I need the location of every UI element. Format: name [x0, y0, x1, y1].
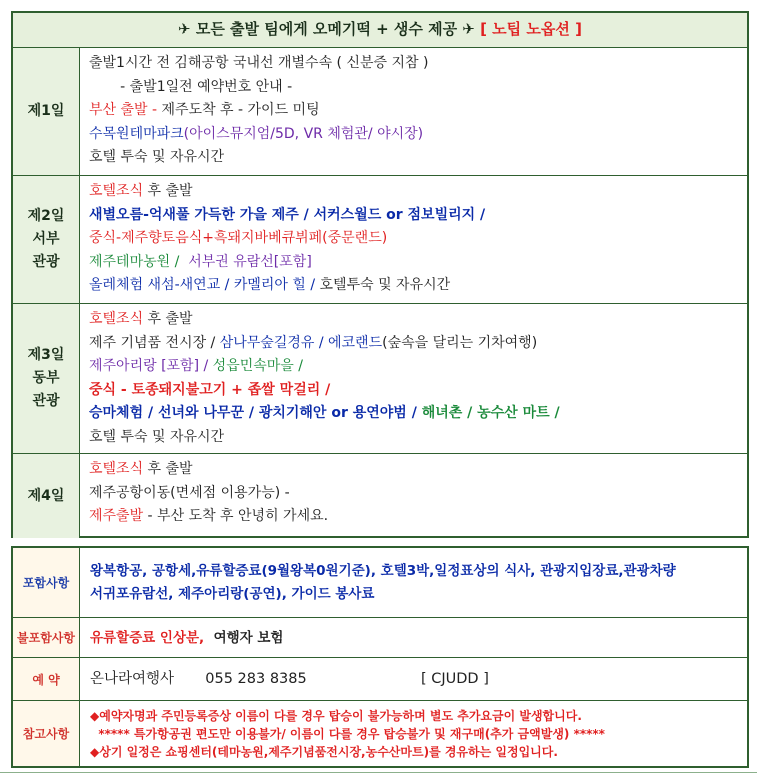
itinerary-line — [89, 402, 741, 426]
note-line-2: ***** 특가항공권 편도만 이용불가/ 이름이 다를 경우 탑승불가 및 재구매(추가 금액발생) ***** — [90, 727, 605, 741]
itinerary-text: 중식-제주향토음식+흑돼지바베큐뷔페(중문랜드) — [89, 230, 388, 246]
itinerary-line — [89, 505, 741, 529]
itinerary-text: 제주 기념품 전시장 / — [89, 334, 220, 351]
itinerary-line — [89, 52, 741, 76]
excluded-part-1: 유류할증료 — [90, 630, 160, 646]
itinerary-text: 부산 출발 - — [89, 102, 162, 118]
header-prefix: ✈ 모든 출발 팀에게 오메기떡 + 생수 제공 ✈ — [178, 20, 481, 38]
included-label: 포함사항 — [13, 548, 80, 617]
itinerary-text: 호텔조식 — [89, 311, 144, 327]
itinerary-text: 해녀촌 / 농수산 마트 / — [421, 405, 560, 421]
note-line-3: ◆상기 일정은 쇼핑센터(테마농원,제주기념품전시장,농수산마트)를 경유하는 일정입니다. — [90, 745, 558, 759]
notes-row — [13, 700, 747, 766]
itinerary-line — [89, 76, 741, 100]
itinerary-text: 호텔 투숙 및 자유시간 — [89, 149, 225, 165]
itinerary-line — [89, 426, 741, 450]
day-label-line: 서부 — [32, 231, 60, 247]
day-label-1 — [13, 48, 80, 175]
note-line-1: ◆예약자명과 주민등록증상 이름이 다를 경우 탑승이 불가능하며 별도 추가요금이 발생합니다. — [90, 709, 582, 723]
itinerary-text: 후 출발 — [143, 311, 193, 327]
itinerary-text: (숲속을 달리는 기차여행) — [382, 334, 538, 351]
itinerary-text: 제주공항이동(면세점 이용가능) - — [89, 484, 290, 501]
excluded-part-3: 여행자 보험 — [204, 630, 284, 646]
booking-code: [ CJUDD ] — [420, 671, 489, 687]
itinerary-text: 출발1시간 전 김해공항 국내선 개별수속 ( 신분증 지참 ) — [89, 55, 429, 71]
itinerary-line — [89, 308, 741, 332]
notes-label: 참고사항 — [13, 701, 80, 766]
day-label-line: 제2일 — [27, 208, 65, 224]
itinerary-text: 제주도착 후 - 가이드 미팅 — [161, 102, 320, 118]
day-row-2 — [13, 175, 747, 303]
itinerary-text: - 부산 도착 후 안녕히 가세요. — [143, 508, 329, 524]
included-row — [13, 548, 747, 617]
itinerary-text: 호텔투숙 및 자유시간 — [319, 277, 451, 293]
itinerary-line — [89, 332, 741, 356]
itinerary-table — [11, 11, 749, 538]
itinerary-line — [89, 146, 741, 170]
day-content-1 — [89, 52, 741, 170]
excluded-row — [13, 617, 747, 657]
excluded-label: 불포함사항 — [13, 618, 80, 657]
day-row-3 — [13, 303, 747, 453]
itinerary-line — [89, 355, 741, 379]
day-label-line: 제1일 — [27, 103, 65, 119]
day-content-4 — [89, 458, 741, 529]
included-line-1: 왕복항공, 공항세,유류할증료(9월왕복0원기준), 호텔3박,일정표상의 식사, 관광지입장료,관광차량 — [90, 563, 676, 579]
itinerary-text: 중식 - 토종돼지불고기 + 좁쌀 막걸리 / — [89, 381, 331, 398]
itinerary-line — [89, 99, 741, 123]
excluded-part-2: 인상분, — [159, 630, 205, 646]
itinerary-text: 서부권 유람선[포함] — [183, 253, 312, 270]
itinerary-text: 호텔 투숙 및 자유시간 — [89, 428, 225, 445]
day-label-3 — [13, 304, 80, 453]
itinerary-line — [89, 123, 741, 147]
booking-label: 예 약 — [13, 658, 80, 700]
day-row-1 — [13, 47, 747, 175]
included-text — [90, 560, 743, 606]
itinerary-text: 성읍민속마을 / — [212, 358, 303, 374]
included-line-2: 서귀포유람선, 제주아리랑(공연), 가이드 봉사료 — [90, 586, 375, 602]
page-bottom-rule — [0, 772, 757, 773]
itinerary-line — [89, 204, 741, 228]
booking-phone: 055 283 8385 — [205, 671, 307, 687]
itinerary-text: 새별오름-억새풀 가득한 가을 제주 / 서커스월드 or 점보빌리지 / — [89, 206, 486, 223]
day-content-2 — [89, 180, 741, 298]
itinerary-text: 수목원테마파크 — [89, 125, 184, 142]
itinerary-text: 승마체험 / 선녀와 나무꾼 / 광치기해안 or 용연야범 / — [89, 405, 422, 421]
day-label-line: 제3일 — [27, 347, 65, 363]
itinerary-text: 삼나무숲길경유 / 에코랜드 — [219, 334, 383, 351]
itinerary-text: 제주아리랑 [포함] / — [89, 358, 213, 374]
notes-text — [90, 707, 743, 761]
itinerary-header — [13, 13, 747, 47]
day-label-4 — [13, 454, 80, 538]
itinerary-line — [89, 180, 741, 204]
itinerary-line — [89, 482, 741, 506]
itinerary-text: 호텔조식 — [89, 461, 144, 477]
itinerary-text: 올레체험 새섬-새연교 / 카멜리아 힐 / — [89, 277, 320, 293]
booking-row — [13, 657, 747, 700]
itinerary-text: 후 출발 — [143, 183, 193, 199]
itinerary-text: 호텔조식 — [89, 183, 144, 199]
booking-text — [90, 668, 743, 690]
itinerary-line — [89, 458, 741, 482]
itinerary-text: 제주테마농원 / — [89, 253, 184, 270]
day-row-4 — [13, 453, 747, 538]
info-table — [11, 546, 749, 768]
day-label-line: 관광 — [32, 254, 60, 270]
itinerary-line — [89, 274, 741, 298]
itinerary-line — [89, 227, 741, 251]
itinerary-line — [89, 379, 741, 403]
itinerary-text: (아이스뮤지엄/5D, VR 체험관/ 야시장) — [183, 125, 424, 142]
itinerary-text: 후 출발 — [143, 461, 193, 477]
day-label-2 — [13, 176, 80, 303]
header-highlight: [ 노팁 노옵션 ] — [480, 20, 582, 38]
itinerary-text: - 출발1일전 예약번호 안내 - — [89, 78, 293, 95]
day-label-line: 관광 — [32, 393, 60, 409]
day-content-3 — [89, 308, 741, 449]
day-label-line: 제4일 — [27, 487, 65, 504]
booking-agency: 온나라여행사 — [90, 671, 175, 687]
itinerary-line — [89, 251, 741, 275]
itinerary-text: 제주출발 — [89, 508, 144, 524]
excluded-text — [90, 628, 743, 648]
day-label-line: 동부 — [32, 370, 60, 386]
